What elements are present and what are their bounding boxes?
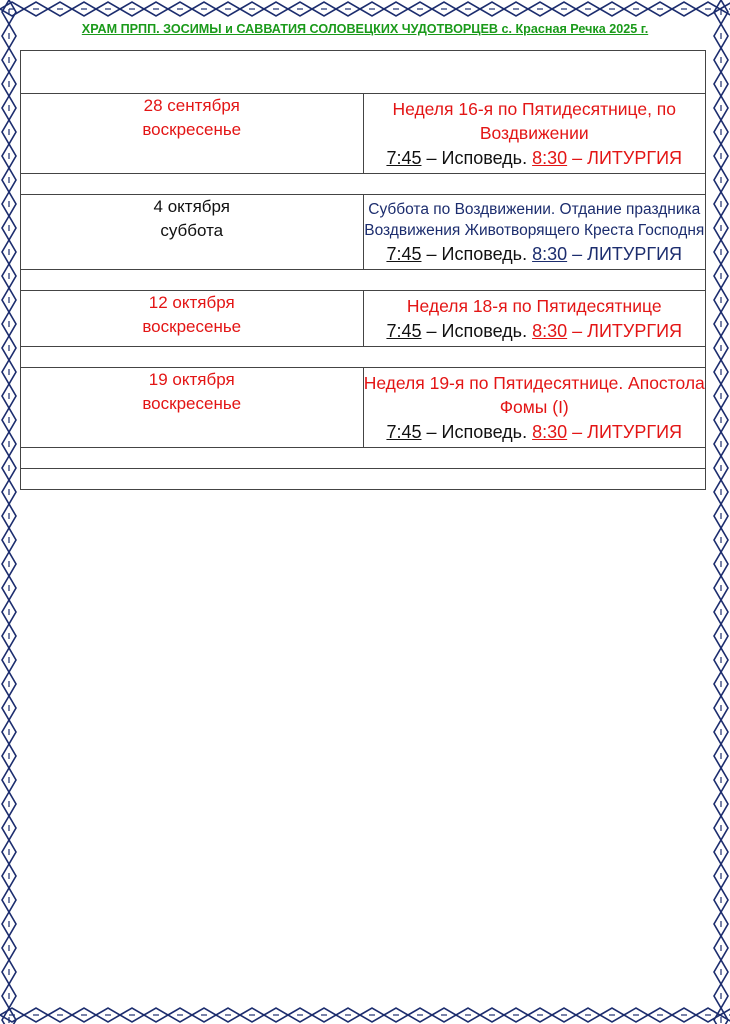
confession-label: – Исповедь. <box>426 148 528 168</box>
confession-label: – Исповедь. <box>426 422 528 442</box>
service-cell <box>363 94 706 174</box>
liturgy-time: 8:30 <box>532 422 568 442</box>
entry-title: Неделя 18-я по Пятидесятнице <box>406 296 662 316</box>
confession-time: 7:45 <box>386 244 422 264</box>
entry-title-line-2: Воздвижения Животворящего Креста Господня <box>364 222 705 239</box>
service-times <box>364 145 706 173</box>
ornamental-border-top <box>0 0 730 18</box>
liturgy-label: – ЛИТУРГИЯ <box>572 422 683 442</box>
entry-title: Неделя 19-я по Пятидесятнице. Апостола Фомы (I) <box>363 373 705 417</box>
service-cell <box>363 291 706 347</box>
service-cell <box>363 368 706 448</box>
date-cell <box>21 195 364 270</box>
confession-label: – Исповедь. <box>426 244 528 264</box>
date-cell <box>21 368 364 448</box>
entry-title: Неделя 16-я по Пятидесятнице, по Воздвижении <box>392 99 677 143</box>
entry-weekday: воскресенье <box>142 317 242 336</box>
service-times <box>364 318 706 346</box>
liturgy-label: – ЛИТУРГИЯ <box>572 321 683 341</box>
entry-date: 19 октября <box>148 370 235 389</box>
entry-weekday: воскресенье <box>142 120 242 139</box>
page-title: ХРАМ ПРПП. ЗОСИМЫ и САВВАТИЯ СОЛОВЕЦКИХ ЧУДОТВОРЦЕВ с. Красная Речка 2025 г. <box>81 22 649 36</box>
spacer-row <box>21 347 706 368</box>
spacer-row <box>21 174 706 195</box>
liturgy-time: 8:30 <box>532 244 568 264</box>
date-cell <box>21 94 364 174</box>
confession-time: 7:45 <box>386 422 422 442</box>
spacer-row <box>21 448 706 469</box>
spacer-row <box>21 270 706 291</box>
service-cell <box>363 195 706 270</box>
liturgy-time: 8:30 <box>532 148 568 168</box>
entry-date: 28 сентября <box>143 96 240 115</box>
ornamental-border-left <box>0 0 18 1024</box>
service-times <box>364 241 706 269</box>
top-blank-row <box>21 51 706 94</box>
table-row-entry-2 <box>21 195 706 270</box>
liturgy-time: 8:30 <box>532 321 568 341</box>
confession-time: 7:45 <box>386 148 422 168</box>
entry-title <box>364 195 706 241</box>
confession-time: 7:45 <box>386 321 422 341</box>
ornamental-border-right <box>712 0 730 1024</box>
service-times <box>364 419 706 447</box>
entry-date: 12 октября <box>148 293 235 312</box>
table-row-entry-3 <box>21 291 706 347</box>
table-row-entry-4 <box>21 368 706 448</box>
schedule-table <box>20 50 706 490</box>
spacer-row <box>21 469 706 490</box>
ornamental-border-bottom <box>0 1006 730 1024</box>
liturgy-label: – ЛИТУРГИЯ <box>572 244 683 264</box>
entry-weekday: воскресенье <box>142 394 242 413</box>
entry-weekday: суббота <box>160 221 224 240</box>
liturgy-label: – ЛИТУРГИЯ <box>572 148 683 168</box>
entry-title-line-1: Суббота по Воздвижении. Отдание праздника <box>368 201 701 218</box>
confession-label: – Исповедь. <box>426 321 528 341</box>
date-cell <box>21 291 364 347</box>
entry-date: 4 октября <box>153 197 230 216</box>
table-row-entry-1 <box>21 94 706 174</box>
